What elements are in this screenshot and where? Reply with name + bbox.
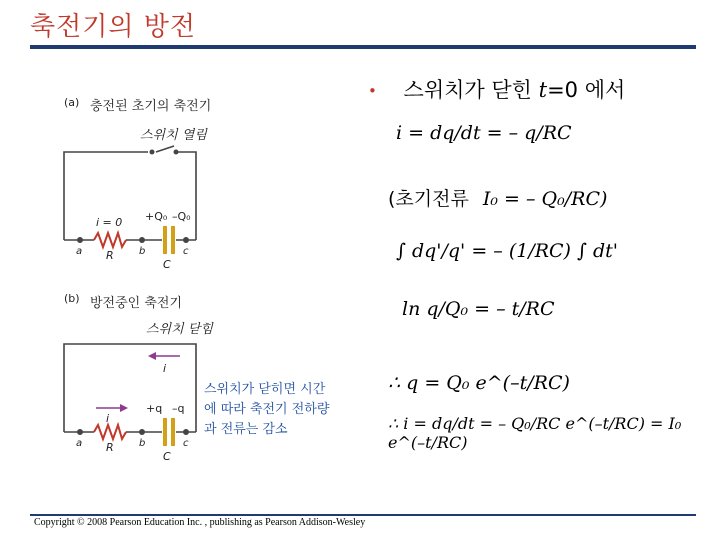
resistor-b (94, 425, 126, 439)
capacitor-plate-b2 (171, 418, 175, 446)
panel-b-i-left: i (106, 412, 110, 425)
eq3-text: ∫ dq'/q' = – (1/RC) ∫ dt' (396, 240, 618, 262)
bullet-t-eq: =0 (547, 78, 579, 102)
eq2-prefix: (초기전류 (388, 188, 469, 210)
discharge-note-line3: 과 전류는 감소 (204, 422, 288, 437)
copyright-footer: Copyright © 2008 Pearson Education Inc. , publishing as Pearson Addison-Wesley (34, 517, 366, 528)
bullet-heading (368, 74, 625, 104)
panel-a-switch-label: 스위치 열림 (140, 128, 207, 143)
eq4-text: ln q/Q₀ = – t/RC (402, 298, 555, 320)
panel-a-R: R (106, 249, 114, 262)
equation-current-final (388, 414, 720, 452)
bullet-t-var: t (538, 78, 548, 102)
panel-a-node-c: c (183, 246, 189, 257)
slide-title: 축전기의 방전 (30, 12, 196, 42)
equation-current (396, 122, 572, 144)
panel-b-node-c: c (183, 438, 189, 449)
panel-b-caption: 방전중인 축전기 (90, 296, 183, 311)
eq6-text: ∴ i = dq/dt = – Q₀/RC e^(–t/RC) = I₀ e^(–t/RC) (388, 414, 682, 452)
bullet-mark: • (368, 82, 377, 100)
panel-b-switch-label: 스위치 닫힘 (146, 322, 213, 337)
panel-b-charge-pos: +q (146, 402, 163, 415)
panel-b-i-top: i (163, 362, 167, 375)
eq5-text: ∴ q = Q₀ e^(–t/RC) (388, 372, 570, 394)
equation-initial-current (388, 184, 607, 211)
panel-b-node-a: a (76, 438, 83, 449)
panel-a-charge-neg: –Q₀ (172, 210, 191, 223)
discharge-note-line2: 에 따라 축전기 전하량 (204, 402, 330, 417)
eq2-text: I₀ = – Q₀/RC) (482, 188, 608, 210)
capacitor-plate-b1 (163, 418, 167, 446)
panel-b-charge-neg: –q (172, 402, 185, 415)
equation-charge (388, 372, 570, 394)
equation-ln (402, 298, 555, 320)
panel-b-R: R (106, 441, 114, 454)
panel-a-caption: 충전된 초기의 축전기 (90, 99, 212, 114)
bullet-text-post: 에서 (578, 78, 626, 102)
panel-a-node-a: a (76, 246, 83, 257)
panel-a-tag: (a) (64, 96, 80, 109)
discharge-note-line1: 스위치가 닫히면 시간 (204, 382, 326, 397)
panel-a-node-b: b (139, 246, 146, 257)
panel-b-tag: (b) (64, 292, 80, 305)
panel-a-C: C (163, 258, 171, 271)
panel-a-charge-pos: +Q₀ (145, 210, 168, 223)
equation-integral (396, 240, 618, 262)
panel-b-node-b: b (139, 438, 146, 449)
panel-a-current: i = 0 (96, 216, 123, 229)
eq1-text: i = dq/dt = – q/RC (396, 122, 572, 144)
panel-b-C: C (163, 450, 171, 463)
bullet-text-pre: 스위치가 닫힌 (403, 78, 539, 102)
